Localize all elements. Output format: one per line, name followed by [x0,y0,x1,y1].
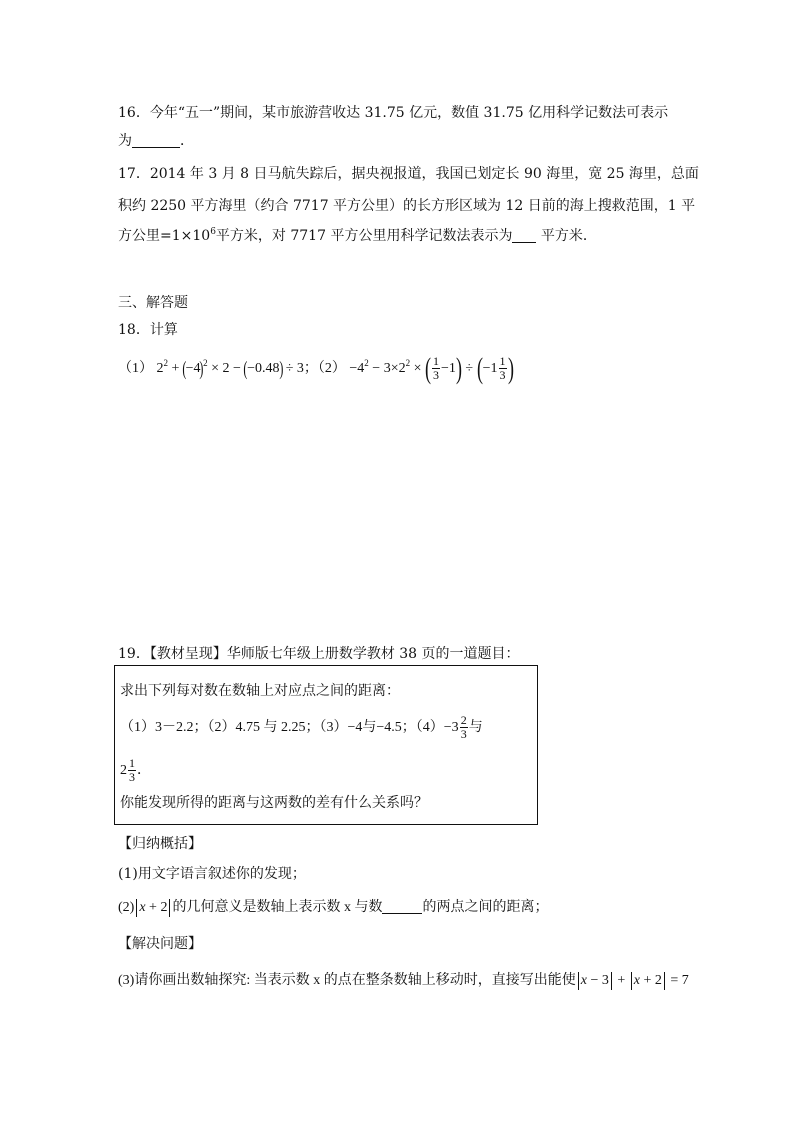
q17-line1: 17．2014 年 3 月 8 日马航失踪后，据央视报道，我国已划定长 90 海里，宽 25 海里，总面 [118,166,699,182]
solve-title: 【解决问题】 [118,936,202,952]
box-line4: 你能发现所得的距离与这两数的差有什么关系吗？ [120,795,428,811]
q18-expressions [118,352,514,386]
q17-answer-blank[interactable] [512,228,536,243]
box-line3 [120,754,151,788]
q18-expr1: $2^2 + (-4)^2 \times 2 - (-0.48) \div 3$ [156,357,304,380]
box-frac-1-3: $\frac{1}{3}$ [129,756,135,785]
q17-text-a: 方公里=1×10 [118,228,211,244]
q17-line3 [118,226,597,246]
part3-text: (3)请你画出数轴探究: 当表示数 x 的点在整条数轴上移动时，直接写出能使 [118,973,576,988]
q16-line1: 16．今年“五一”期间，某市旅游营收达 31.75 亿元，数值 31.75 亿用科学记数法可表示 [118,105,669,121]
part2-end: 的两点之间的距离； [422,900,549,915]
part2-answer-blank[interactable] [382,899,422,914]
summary-title: 【归纳概括】 [118,836,202,852]
q19-part3: (3)请你画出数轴探究: 当表示数 x 的点在整条数轴上移动时，直接写出能使 x − 3 + x + 2 = 7 [118,973,689,988]
q18-part2-label: ；（2） [303,361,346,376]
part3-eq: = 7 [670,973,689,988]
box-line2-yu: 与 [468,720,483,735]
box-line2-text: （1）3－2.2；（2）4.75 与 2.25；（3）−4与−4.5；（4）−3 [120,720,459,735]
q16-suffix: ． [180,133,194,149]
q16-prefix: 为 [118,133,132,149]
q19-part1: (1)用文字语言叙述你的发现； [118,866,306,882]
q18-title: 18．计算 [118,322,178,338]
q18-expr2: $-4^2 - 3\times 2^2$ × ( $\frac{1}{3}$ −1) ÷ (−1 $\frac{1}{3}$ ) [349,351,514,385]
q18-part1-label: （1） [118,361,153,376]
part2-text: 的几何意义是数轴上表示数 x 与数 [172,900,383,915]
section3-title: 三、解答题 [118,295,188,311]
q17-exponent: 6 [210,227,216,237]
box-frac-2-3: $\frac{2}{3}$ [460,713,467,742]
box-line2 [120,711,483,745]
q16-answer-blank[interactable] [132,133,180,148]
q19-part2: (2) x + 2 的几何意义是数轴上表示数 x 与数 的两点之间的距离； [118,900,549,915]
box-line1: 求出下列每对数在数轴上对应点之间的距离： [120,683,400,699]
q17-text-b: 平方米，对 7717 平方公里用科学记数法表示为 [215,228,513,244]
box-line3-whole: 2 [120,763,127,778]
q19-intro: 19．【教材呈现】华师版七年级上册数学教材 38 页的一道题目： [118,646,520,662]
part2-label: (2) [118,900,135,915]
box-line3-end: ． [137,763,151,778]
q16-line2 [118,131,194,151]
q17-text-c: 平方米． [536,228,597,244]
q17-line2: 积约 2250 平方海里（约合 7717 平方公里）的长方形区域为 12 日前的海上搜救范围，1 平 [118,198,696,214]
